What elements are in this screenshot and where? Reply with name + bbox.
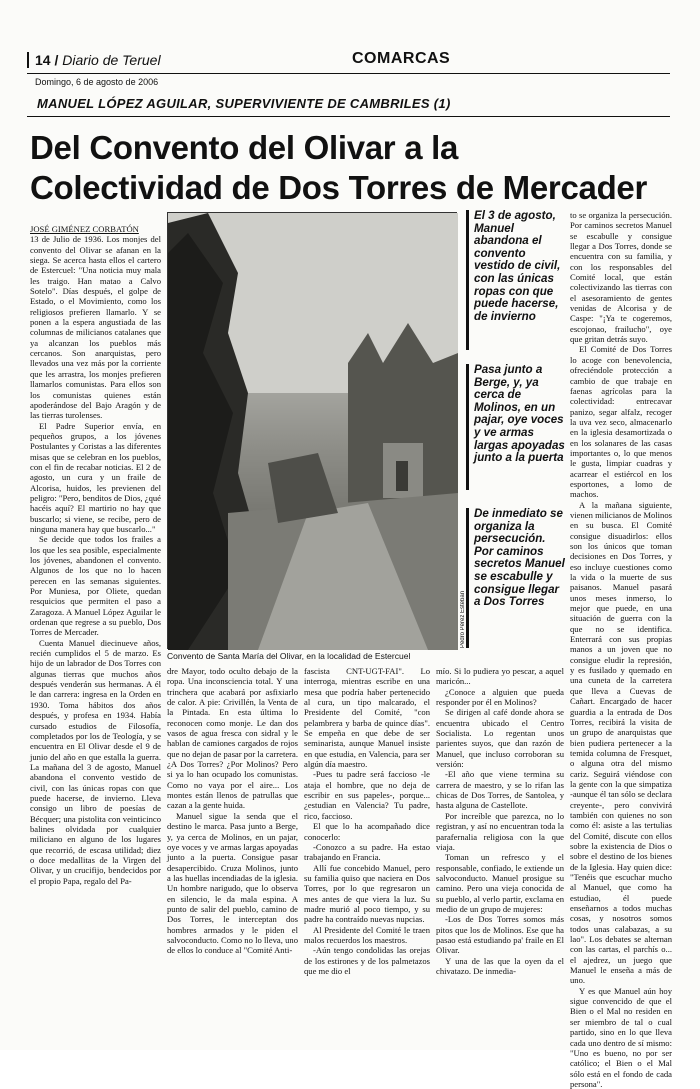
paragraph: to se organiza la persecución. Por caminos secretos Manuel se escabulle y consigue llegar a Dos Torres, donde se encuentra con su familia, y con los responsables del Comité local, que están colectivizando las tierras con el asesoramiento de gentes venidas de Alcorisa y de Caspe: "¡Ya te cogeremos, escojonao, frailucho", oye que gritan detrás suyo. (570, 210, 672, 345)
pull-quote-1: El 3 de agosto, Manuel abandona el convento vestido de civil, con las únicas ropas con que puede hacerse, de invierno (466, 210, 566, 350)
paragraph: -El año que viene termina su carrera de maestro, y se lo rifan las chicas de Dos Torres, de Santolea, y hasta alguna de Castellote. (436, 769, 564, 811)
byline: JOSÉ GIMÉNEZ CORBATÓN (30, 224, 139, 234)
article-title (30, 128, 670, 208)
title-line-1: Del Convento del Olivar a la (30, 129, 459, 166)
paragraph: Cuenta Manuel diecinueve años, recién cumplidos el 5 de marzo. Es hijo de un labrador de Dos Torres con algunas tierras que muchos años después venderán sus hermanas. A él le dan carrera: ingresa en la Orden en 1930. Toma hábitos dos años después, y profesa en 1934. Había cursado estudios de Filosofía, completados por los de Teología, y se encuentra en El Olivar desde el 9 de junio del año en que estalla la guerra. La mañana del 3 de agosto, Manuel abandona el convento vestido de civil, con las únicas ropas con que puede hacerse, de invierno. Lleva consigo un libro de poesías de Bécquer; una pistolita con veinticinco balines olvidada por cualquier miliciano en alguno de los lugares que recorrió, de escasa utilidad; diez o doce medallitas de la Virgen del Olivar, y un crucifijo, bendecidos por el propio Papa, regalo del Pa- (30, 637, 161, 886)
paragraph: -Conozco a su padre. Ha estao trabajando en Francia. (304, 841, 430, 863)
publication-date: Domingo, 6 de agosto de 2006 (35, 77, 159, 87)
paragraph: 13 de Julio de 1936. Los monjes del convento del Olivar se afanan en la siega. Se acerca hasta ellos el cartero de Estercuel: "Una noticia muy mala les traigo. Han matao a Calvo Sotelo". Días después, el golpe de Estado, o el Movimiento, como los religiosos prefieren llamarlo. Y se ponen a la espera angustiada de las columnas de milicianos catalanes que ya alcanzan los pueblos más cercanos. Son anarquistas, pero llevados una vez más por la corriente que les arrastra, los monjes prefieren llamarlos comunistas. Para ellos son los comunistas quienes están apoderándose del Bajo Aragón y de las tierras turolenses. (30, 234, 161, 421)
article-column-4 (436, 666, 564, 1016)
publication-name: Diario de Teruel (62, 52, 161, 68)
photo-credit: Pedro Pérez Esteban (460, 590, 466, 648)
paragraph: Se decide que todos los frailes a los que les sea posible, especialmente los jóvenes, abandonen el convento. Algunos de los que no lo hacen perecen en las semanas siguientes. Por Muniesa, por Oliete, quedan resquicios que permiten el paso a Zaragoza. A Manuel López Aguilar le ordenan que regrese a su pueblo, Dos Torres de Mercader. (30, 534, 161, 638)
paragraph: fascista CNT-UGT-FAI". Lo interroga, mientras escribe en una mesa que podría haber pertenecido al cura, un tipo malcarado, el Presidente del Comité, "con pelambrera y barba de quince días". Se empeña en que debe de ser seminarista, aunque Manuel insiste en que estudia, en Valencia, para ser algún día maestro. (304, 666, 430, 770)
page-header (27, 50, 670, 74)
paragraph: Por increíble que parezca, no lo registran, y así no encuentran toda la parafernalia religiosa con la que viaja. (436, 810, 564, 852)
paragraph: El Padre Superior envía, en pequeños grupos, a los jóvenes Postulantes y Coristas a las diferentes misas que se celebran en los pueblos, con el fin de recabar noticias. El 2 de agosto, un cura y un fraile de Alcorisa, huidos, les previenen del peligro: "Pero, benditos de Dios, ¿qué hacéis aquí? El martirio no hay que buscarlo; si viene, se recibe, pero de ninguna manera hay que buscarlo..." (30, 420, 161, 534)
kicker-rule (27, 116, 670, 117)
header-rule (27, 73, 670, 74)
title-line-2: Colectividad de Dos Torres de Mercader (30, 169, 648, 206)
paragraph: -Pues tu padre será faccioso -le ataja el hombre, que no deja de escribir en sus papeles-, porque... ¿estudian en Valencia? Tu padre, rico, faccioso. (304, 769, 430, 821)
page-number-publication: 14 / Diario de Teruel (27, 52, 161, 68)
paragraph: mío. Si lo pudiera yo pescar, a aquel maricón... (436, 666, 564, 687)
photo-illustration (168, 213, 458, 650)
page-number: 14 (35, 52, 51, 68)
paragraph: dre Mayor, todo oculto debajo de la ropa. Una inconsciencia total. Y una trinchera que acabará por asfixiarlo de calor. A pie: Crivillén, la Venta de la Pintada. En esta última lo reconocen como monje. Le dan dos vasos de agua fresca con sidral y le hablan de camiones cargados de rojos que no dejan de pasar por la carretera. ¿A Dos Torres? ¿Por Molinos? Pero si ya lo han ocupado los comunistas. Como no vaya por el aire... Los montes están llenos de patrullas que cazan a la gente huida. (167, 666, 298, 811)
convent-photo (167, 212, 457, 649)
paragraph: Toman un refresco y el responsable, confiado, le extiende un salvoconducto. Manuel prosigue su camino. Pero una vieja conocida de su pueblo, al verlo partir, exclama en medio de un grupo de mujeres: (436, 852, 564, 914)
paragraph: A la mañana siguiente, vienen milicianos de Molinos en su busca. El Comité consigue disuadirlos: ellos son los únicos que toman decisiones en Dos Torres, y eso incluye cuestiones como la vida o la muerte de sus paisanos. Manuel pasará unos meses inmerso, lo mejor que puede, en una situación de guerra con la que no se identifica. Enterrará con sus propias manos a un joven que no consigue eludir la represión, y es fusilado y quemado en una cuneta de la carretera que lleva a Cuevas de Cañart. Encargado de hacer guardia a la entrada de Dos Torres, recibirá la visita de un grupo de anarquistas que bien pudiera pertenecer a la temida columna de Fresquet, o alguna otra del mismo cariz. Seguirá viéndose con la gente con la que simpatiza -aunque él tan sólo se declara creyente-, pero convivirá también con quienes no son como él: asiste a las tertulias del Comité, discute con ellos sobre la existencia de Dios o sobre el destino de los bienes de la Iglesia. Hay quien dice: "Tenéis que escuchar mucho al Manuel, que como ha estudiao, él puede enseñarnos a todos muchas cosas, y nosotros somos todos unas calabazas, a su lao". Los debates se alternan con las cartas, el parchís o... el ajedrez, un juego que Manuel le enseña a más de uno. (570, 499, 672, 986)
paragraph: El que lo ha acompañado dice conocerlo: (304, 821, 430, 842)
article-column-3 (304, 666, 430, 1016)
paragraph: ¿Conoce a alguien que pueda responder por él en Molinos? (436, 686, 564, 708)
article-column-5 (570, 210, 672, 1089)
paragraph: Manuel sigue la senda que el destino le marca. Pasa junto a Berge, y, ya cerca de Molinos, en un pajar, oye voces y ve armas largas apoyadas junto a la puerta. Consigue pasar desapercibido. Cruza Molinos, junto a las huellas incendiadas de la iglesia. Un hombre narigudo, que lo observa en silencio, le da mala espina. A punto de salir del pueblo, camino de Dos Torres, le interceptan dos hombres armados y le piden el salvoconducto. Como no lo lleva, uno de ellos lo conduce al "Comité Anti- (167, 810, 298, 956)
pull-quote-2: Pasa junto a Berge, y, ya cerca de Molinos, en un pajar, oye voces y ve armas largas apoyadas junto a la puerta (466, 364, 566, 490)
paragraph: Se dirigen al café donde ahora se encuentra ubicado el Centro Socialista. Lo regentan unos parientes suyos, que dan razón de Manuel, que incluso corroboran su versión: (436, 707, 564, 770)
article-column-1 (30, 224, 161, 1014)
section-name: COMARCAS (352, 50, 451, 67)
pull-quote-3: De inmediato se organiza la persecución. Por caminos secretos Manuel se escabulle y consigue llegar a Dos Torres (466, 508, 566, 648)
paragraph: El Comité de Dos Torres lo acoge con benevolencia, ofreciéndole protección a cambio de que trabaje en faenas agrícolas para la colectividad: entrecavar panizo, segar alfalz, recoger la uva vez seco, almacenarlo en la iglesia desamortizada o en los solanares de las casas importantes o, lo que menos le gusta, limpiar cuadras y acarrear el estiércol en los esportones, a lomo de machos. (570, 344, 672, 500)
article-column-2 (167, 666, 298, 1016)
paragraph: -Aún tengo condolidas las orejas de los estirones y de los palmetazos que me dio el (304, 945, 430, 976)
paragraph: Al Presidente del Comité le traen malos recuerdos los maestros. (304, 924, 430, 945)
paragraph: Allí fue concebido Manuel, pero su familia quiso que naciera en Dos Torres, por lo que regresaron un mes antes de que viera la luz. Su madre murió al poco tiempo, y su padre ha contraído nuevas nupcias. (304, 862, 430, 925)
article-kicker: MANUEL LÓPEZ AGUILAR, SUPERVIVIENTE DE CAMBRILES (1) (37, 96, 451, 111)
photo-caption: Convento de Santa María del Olivar, en la localidad de Estercuel (167, 651, 411, 661)
paragraph: Y es que Manuel aún hoy sigue convencido de que el Bien o el Mal no residen en ser miembro de tal o cual partido, sino en lo que lleva cada uno dentro de sí mismo: "Uno es bueno, no por ser católico; el Bien o el Mal sólo está en el fondo de cada persona". (570, 985, 672, 1089)
paragraph: Y una de las que la oyen da el chivatazo. De inmedia- (436, 955, 564, 976)
paragraph: -Los de Dos Torres somos más pitos que los de Molinos. Ese que ha pasao está estudiando pa' fraile en El Olivar. (436, 914, 564, 956)
